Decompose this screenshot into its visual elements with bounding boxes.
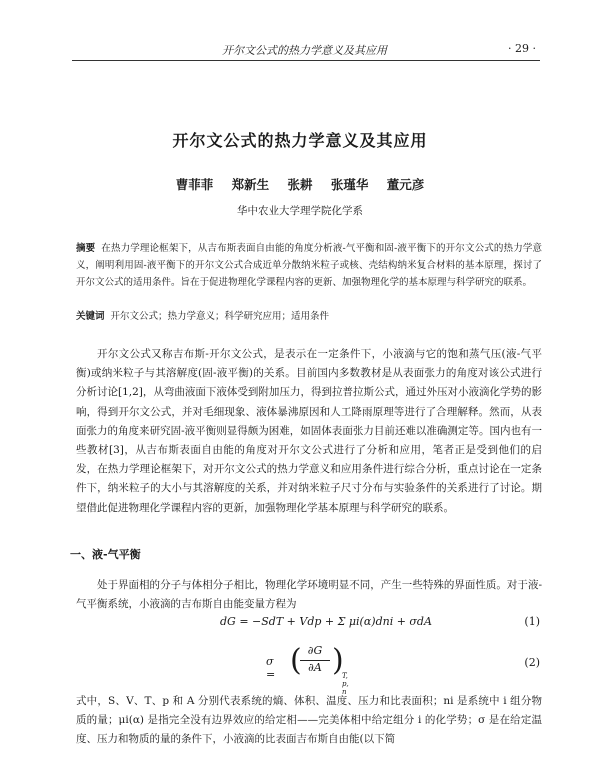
abstract — [76, 240, 542, 291]
section-paragraph: 处于界面相的分子与体相分子相比，物理化学环境明显不同，产生一些特殊的界面性质。对于液-气平衡系统，小液滴的吉布斯自由能变量方程为 — [76, 579, 542, 611]
equation-1 — [76, 612, 540, 634]
fraction-numerator: ∂G — [300, 644, 330, 661]
author-list: 曹菲菲 郑新生 张耕 张瑾华 董元彦 — [175, 177, 425, 192]
equation-2-lhs: σ = — [266, 655, 276, 681]
affiliation: 华中农业大学理学院化学系 — [237, 205, 363, 217]
abstract-label: 摘要 — [76, 243, 96, 254]
left-paren: ( — [290, 643, 302, 678]
keywords-label: 关键词 — [76, 311, 105, 322]
article-title: 开尔文公式的热力学意义及其应用 — [172, 131, 428, 150]
keywords — [76, 308, 542, 322]
running-header — [72, 40, 540, 61]
equation-1-number: (1) — [524, 615, 540, 628]
partial-fraction — [300, 644, 330, 677]
keywords-text: 开尔文公式；热力学意义；科学研究应用；适用条件 — [110, 311, 330, 322]
equation-2 — [76, 643, 540, 696]
equation-2-number: (2) — [524, 656, 540, 669]
abstract-text: 在热力学理论框架下，从吉布斯表面自由能的角度分析液-气平衡和固-液平衡下的开尔文公式的热力学意义，阐明利用固-液平衡下的开尔文公式合成近单分散纳米粒子或核、壳结构纳米复合材料的基本原理，探讨了开尔文公式的适用条件。旨在于促进物理化学课程内容的更新、加强物理化学的基本原理与科学研究的联系。 — [76, 243, 542, 288]
fraction-denominator: ∂A — [308, 661, 322, 674]
page-number: · 29 · — [508, 42, 536, 55]
running-title: 开尔文公式的热力学意义及其应用 — [222, 44, 387, 57]
equation-1-body: dG = −SdT + Vdp + Σ μi(α)dni + σdA — [220, 615, 432, 628]
equation-2-subscript: T, p, n — [342, 672, 349, 696]
section-heading: 一、液-气平衡 — [70, 548, 141, 561]
intro-paragraph: 开尔文公式又称吉布斯-开尔文公式，是表示在一定条件下，小液滴与它的饱和蒸气压(液-气平衡)或纳米粒子与其溶解度(固-液平衡)的关系。目前国内多数教材是从表面张力的角度对该公式进行分析讨论[1,2]，从弯曲液面下液体受到附加压力，得到拉普拉斯公式，通过外压对小液滴化学势的影响，得到开尔文公式，并对毛细现象、液体暴沸原因和人工降雨原理等进行了合理解释。然而，从表面张力的角度来研究固-液平衡则显得颇为困难，如固体表面张力目前还难以准确测定等。国内也有一些教材[3]，从吉布斯表面自由能的角度对开尔文公式进行了分析和应用，笔者正是受到他们的启发，在热力学理论框架下，对开尔文公式的热力学意义和应用条件进行综合分析，重点讨论在一定条件下，纳米粒子的大小与其溶解度的关系，并对纳米粒子尺寸分布与实验条件的关系进行了讨论。期望借此促进物理化学课程内容的更新，加强物理化学基本原理与科学研究的联系。 — [76, 348, 542, 514]
right-paren: ) — [332, 643, 344, 678]
definitions-paragraph: 式中，S、V、T、p 和 A 分别代表系统的熵、体积、温度、压力和比表面积；ni 是系统中 i 组分物质的量；μi(α) 是指完全没有边界效应的给定相——完美体相中给定组分 i 的化学势；σ 是在给定温度、压力和物质的量的条件下，小液滴的比表面吉布斯自由能(以下简 — [76, 695, 542, 746]
